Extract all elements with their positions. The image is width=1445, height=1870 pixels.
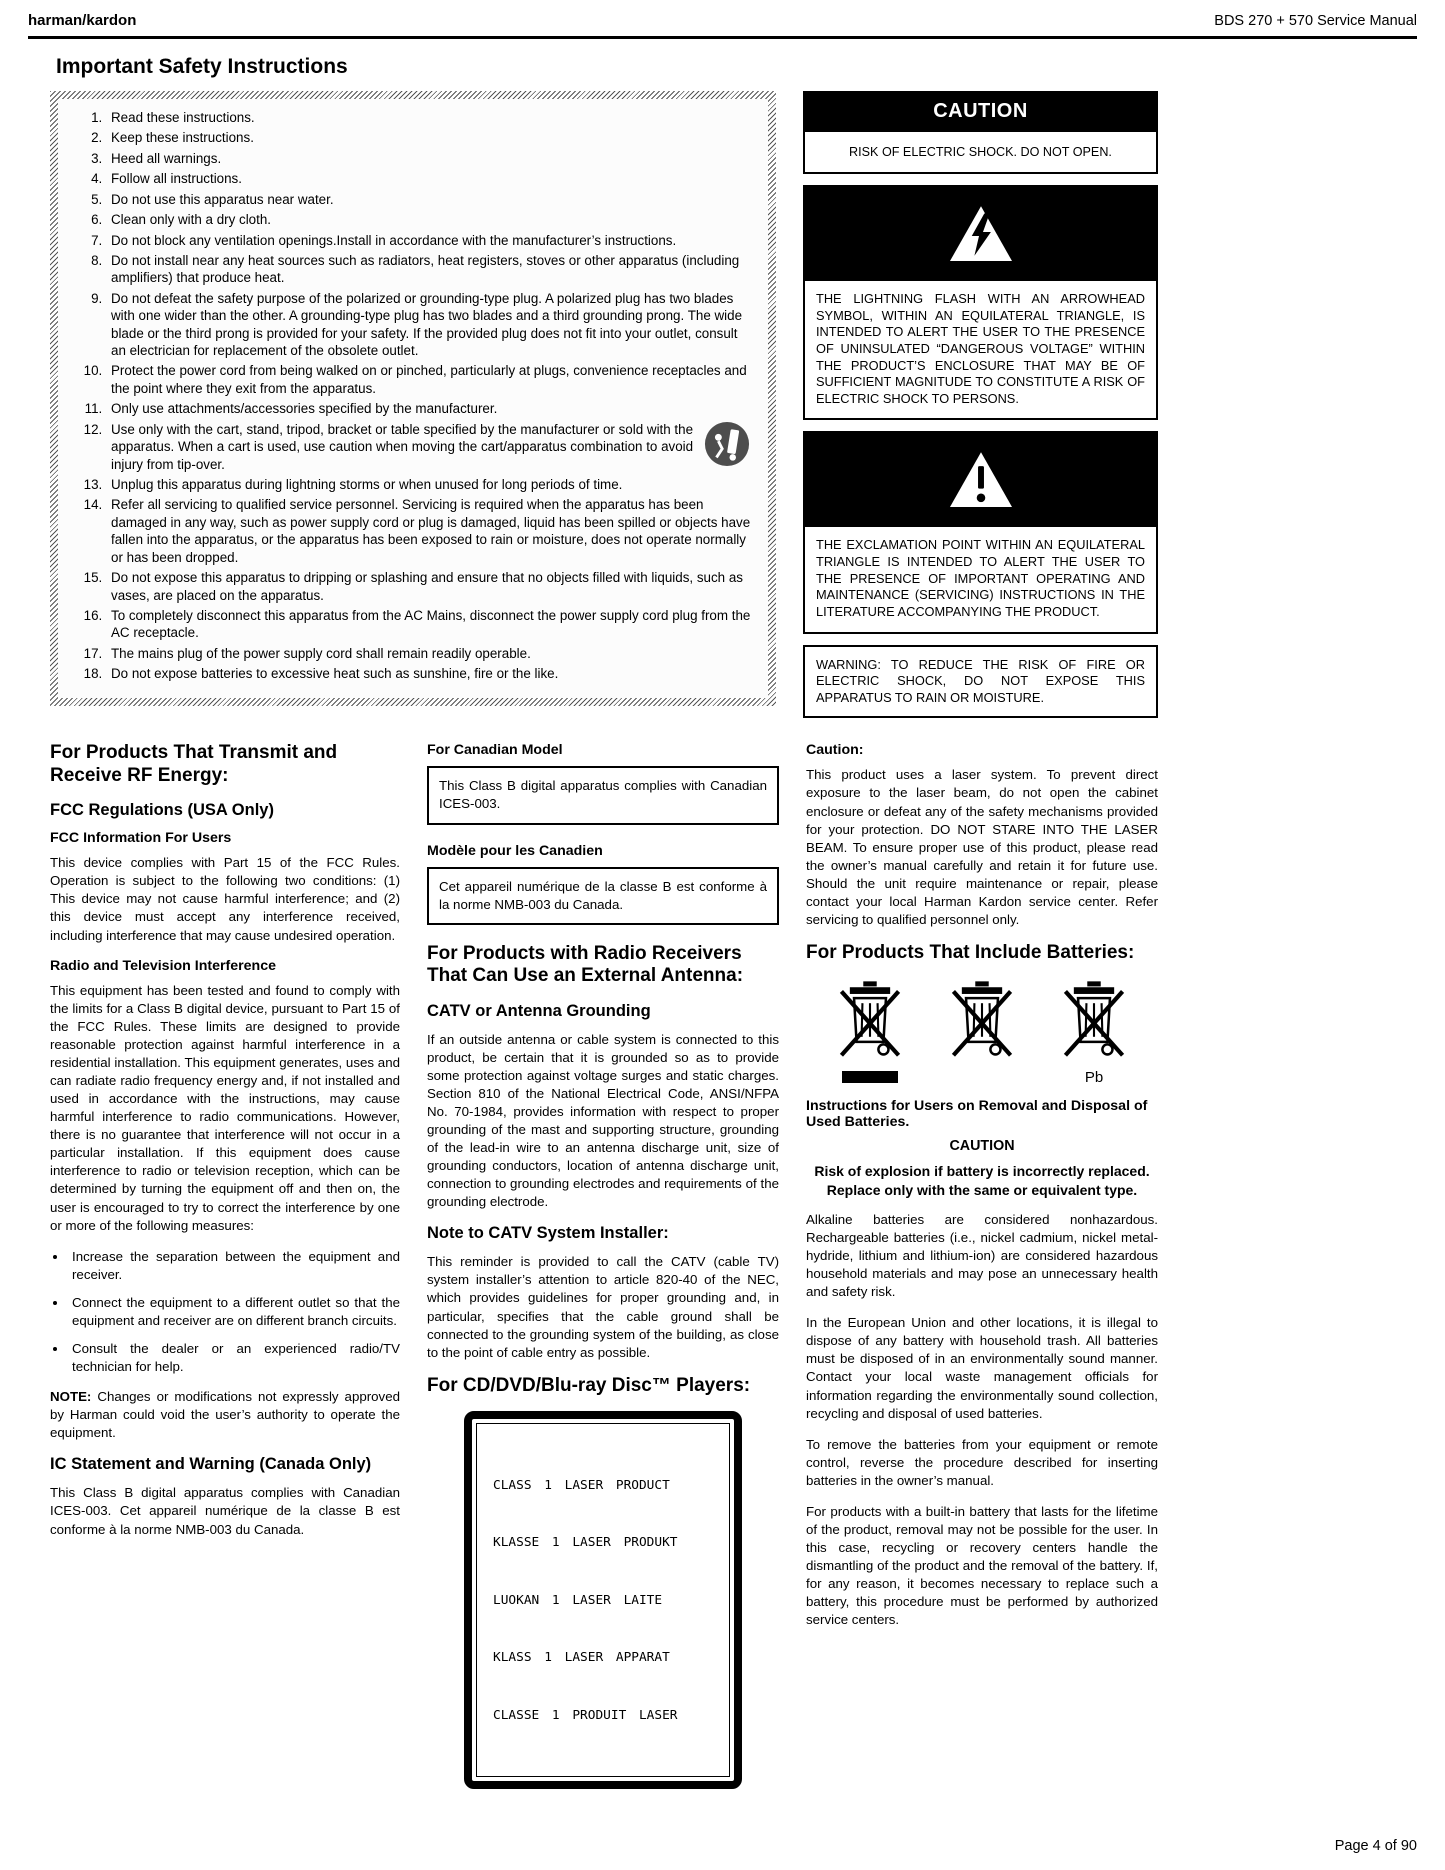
battery-paragraph-4: For products with a built-in battery that lasts for the lifetime of the product, removal may not be possible for the user. In this case, recycling or recovery centers handle the dismantling of the product and the removal of the battery. If, for any reason, it becomes necessary to replace such a battery, this procedure must be performed by authorized service centers. bbox=[806, 1503, 1158, 1628]
safety-item: 3. Heed all warnings. bbox=[106, 150, 752, 167]
safety-item: 7. Do not block any ventilation openings.Install in accordance with the manufacturer’s instructions. bbox=[106, 232, 752, 249]
lightning-description: THE LIGHTNING FLASH WITH AN ARROWHEAD SYMBOL, WITHIN AN EQUILATERAL TRIANGLE, IS INTENDED TO ALERT THE USER TO THE PRESENCE OF UNINSULATED “DANGEROUS VOLTAGE” WITHIN THE PRODUCT’S ENCLOSURE THAT MAY BE OF SUFFICIENT MAGNITUDE TO CONSTITUTE A RISK OF ELECTRIC SHOCK TO PERSONS. bbox=[816, 291, 1145, 406]
risk-of-shock-text: RISK OF ELECTRIC SHOCK. DO NOT OPEN. bbox=[805, 130, 1156, 172]
column-rf-energy bbox=[50, 742, 400, 1789]
ic-statement-heading: IC Statement and Warning (Canada Only) bbox=[50, 1455, 372, 1474]
laser-line: CLASS 1 LASER PRODUCT bbox=[493, 1477, 670, 1493]
canadian-model-box: This Class B digital apparatus complies with Canadian ICES-003. bbox=[427, 766, 779, 824]
columns bbox=[50, 742, 1158, 1789]
laser-line: CLASSE 1 PRODUIT LASER bbox=[493, 1707, 678, 1723]
column-laser-batteries bbox=[806, 742, 1158, 1789]
caution-title: CAUTION bbox=[805, 93, 1156, 130]
measure-item: • Consult the dealer or an experienced radio/TV technician for help. bbox=[68, 1340, 400, 1376]
safety-item: 8. Do not install near any heat sources such as radiators, heat registers, stoves or other apparatus (including amplifiers) that produce heat. bbox=[106, 252, 752, 287]
battery-disposal-icons bbox=[806, 978, 1158, 1086]
battery-bin-3 bbox=[1051, 978, 1137, 1086]
caution-header-box bbox=[803, 91, 1158, 174]
fcc-regulations-heading: FCC Regulations (USA Only) bbox=[50, 801, 274, 820]
crossed-bin-icon bbox=[942, 978, 1022, 1067]
radio-tv-heading: Radio and Television Interference bbox=[50, 957, 277, 974]
radio-tv-paragraph: This equipment has been tested and found to comply with the limits for a Class B digital device, pursuant to Part 15 of the FCC Rules. These limits are designed to provide reasonable protection against harmful interference in a residential installation. This equipment generates, uses and can radiate radio frequency energy and, if not installed and used in accordance with the instructions, may cause harmful interference to radio communications. However, there is no guarantee that interference will not occur in a particular installation. If this equipment does cause interference to radio or television reception, which can be determined by turning the equipment off and then on, the user is encouraged to try to correct the interference by one or more of the following measures: bbox=[50, 982, 400, 1233]
safety-item: 11. Only use attachments/accessories specified by the manufacturer. bbox=[106, 400, 752, 417]
safety-item: 1. Read these instructions. bbox=[106, 109, 752, 126]
laser-line: KLASSE 1 LASER PRODUKT bbox=[493, 1535, 678, 1551]
safety-item: 16. To completely disconnect this apparatus from the AC Mains, disconnect the power supply cord plug from the AC receptacle. bbox=[106, 607, 752, 642]
battery-instructions-heading: Instructions for Users on Removal and Disposal of Used Batteries. bbox=[806, 1098, 1148, 1131]
measure-item: • Increase the separation between the equipment and receiver. bbox=[68, 1248, 400, 1284]
safety-item: 13. Unplug this apparatus during lightning storms or when unused for long periods of time. bbox=[106, 476, 752, 493]
safety-item: 18. Do not expose batteries to excessive heat such as sunshine, fire or the like. bbox=[106, 665, 752, 682]
battery-paragraph-1: Alkaline batteries are considered nonhazardous. Rechargeable batteries (i.e., nickel cadmium, nickel metal-hydride, lithium and lithium-ion) are considered hazardous household materials and may pose an unnecessary health and safety risk. bbox=[806, 1211, 1158, 1300]
laser-caution-heading: Caution: bbox=[806, 742, 864, 759]
crossed-bin-icon bbox=[1054, 978, 1134, 1067]
battery-risk-text: Risk of explosion if battery is incorrectly replaced. Replace only with the same or equivalent type. bbox=[814, 1163, 1150, 1198]
safety-item: 5. Do not use this apparatus near water. bbox=[106, 191, 752, 208]
safety-item: 9. Do not defeat the safety purpose of the polarized or grounding-type plug. A polarized plug has two blades with one wider than the other. A grounding-type plug has two blades and a third grounding prong. The wide blade or the third prong is provided for your safety. If the provided plug does not fit into your outlet, consult an electrician for replacement of the obsolete outlet. bbox=[106, 290, 752, 360]
crossed-bin-icon bbox=[830, 978, 910, 1067]
external-antenna-heading: For Products with Radio Receivers That Can Use an External Antenna: bbox=[427, 942, 744, 987]
page-header bbox=[28, 12, 1417, 39]
safety-item: 2. Keep these instructions. bbox=[106, 129, 752, 146]
safety-item: 4. Follow all instructions. bbox=[106, 170, 752, 187]
modele-canadien-box: Cet appareil numérique de la classe B est conforme à la norme NMB-003 du Canada. bbox=[427, 867, 779, 925]
exclamation-triangle-icon bbox=[805, 433, 1156, 527]
lightning-warning-box bbox=[803, 185, 1158, 420]
battery-caution-label: CAUTION bbox=[949, 1138, 1015, 1155]
laser-label-text bbox=[476, 1423, 730, 1777]
battery-paragraph-3: To remove the batteries from your equipment or remote control, reverse the procedure described for inserting batteries in the owner’s manual. bbox=[806, 1436, 1158, 1488]
canadian-model-heading: For Canadian Model bbox=[427, 742, 563, 759]
catv-installer-paragraph: This reminder is provided to call the CATV (cable TV) system installer’s attention to article 820-40 of the NEC, which provides guidelines for proper grounding and, in particular, specifies that the cable ground shall be connected to the grounding system of the building, as close to the point of cable entry as possible. bbox=[427, 1254, 779, 1360]
cart-tipover-icon bbox=[704, 421, 750, 467]
note-label: NOTE: bbox=[50, 1389, 92, 1405]
manual-title: BDS 270 + 570 Service Manual bbox=[1214, 13, 1417, 29]
catv-grounding-heading: CATV or Antenna Grounding bbox=[427, 1001, 651, 1020]
note-text: Changes or modifications not expressly approved by Harman could void the user’s authority to operate the equipment. bbox=[50, 1389, 400, 1441]
laser-caution-paragraph: This product uses a laser system. To prevent direct exposure to the laser beam, do not open the cabinet enclosure or defeat any of the safety mechanisms provided for your protection. DO NOT STARE INTO THE LASER BEAM. To ensure proper use of this product, please read the owner’s manual carefully and retain it for future use. Should the unit require maintenance or repair, please contact your local Harman Kardon service center. Refer servicing to qualified personnel only. bbox=[806, 767, 1158, 927]
interference-measures-list bbox=[68, 1248, 400, 1376]
note-paragraph bbox=[50, 1388, 400, 1442]
safety-item: 17. The mains plug of the power supply cord shall remain readily operable. bbox=[106, 645, 752, 662]
lightning-triangle-icon bbox=[805, 187, 1156, 281]
safety-item: 15. Do not expose this apparatus to dripping or splashing and ensure that no objects filled with liquids, such as vases, are placed on the apparatus. bbox=[106, 569, 752, 604]
laser-label-box bbox=[464, 1411, 742, 1789]
column-canadian-antenna bbox=[427, 742, 779, 1789]
safety-item bbox=[106, 421, 752, 473]
battery-bin-2 bbox=[939, 978, 1025, 1086]
disc-players-heading: For CD/DVD/Blu-ray Disc™ Players: bbox=[427, 1374, 751, 1396]
safety-item: 10. Protect the power cord from being walked on or pinched, particularly at plugs, convenience receptacles and the point where they exit from the apparatus. bbox=[106, 362, 752, 397]
rf-energy-heading: For Products That Transmit and Receive RF Energy: bbox=[50, 742, 338, 786]
battery-bin-1 bbox=[827, 978, 913, 1086]
safety-instructions-box bbox=[50, 91, 776, 706]
modele-canadien-heading: Modèle pour les Canadien bbox=[427, 842, 603, 859]
page-title: Important Safety Instructions bbox=[56, 55, 348, 78]
moisture-warning-text: WARNING: TO REDUCE THE RISK OF FIRE OR ELECTRIC SHOCK, DO NOT EXPOSE THIS APPARATUS TO RAIN OR MOISTURE. bbox=[803, 645, 1158, 719]
catv-installer-heading: Note to CATV System Installer: bbox=[427, 1224, 669, 1243]
measure-item: • Connect the equipment to a different outlet so that the equipment and receiver are on different branch circuits. bbox=[68, 1294, 400, 1330]
exclamation-description: THE EXCLAMATION POINT WITHIN AN EQUILATERAL TRIANGLE IS INTENDED TO ALERT THE USER TO THE PRESENCE OF IMPORTANT OPERATING AND MAINTENANCE (SERVICING) INSTRUCTIONS IN THE LITERATURE ACCOMPANYING THE PRODUCT. bbox=[816, 537, 1145, 619]
exclamation-warning-box bbox=[803, 431, 1158, 633]
pb-label: Pb bbox=[1084, 1069, 1104, 1087]
safety-list bbox=[106, 109, 752, 683]
fcc-paragraph: This device complies with Part 15 of the FCC Rules. Operation is subject to the following two conditions: (1) This device may not cause harmful interference; and (2) this device must accept any interference received, including interference that may cause undesired operation. bbox=[50, 855, 400, 943]
caution-panel bbox=[803, 91, 1158, 718]
batteries-heading: For Products That Include Batteries: bbox=[806, 942, 1135, 964]
safety-instructions-inner bbox=[58, 99, 768, 698]
page-content bbox=[50, 55, 1158, 1789]
bin-underline-bar bbox=[842, 1071, 898, 1083]
laser-line: LUOKAN 1 LASER LAITE bbox=[493, 1592, 663, 1608]
top-row bbox=[50, 91, 1158, 718]
safety-item: 6. Clean only with a dry cloth. bbox=[106, 211, 752, 228]
safety-item-text: Use only with the cart, stand, tripod, bracket or table specified by the manufacturer or sold with the apparatus. When a cart is used, use caution when moving the cart/apparatus combination to avoid injury from tip-over. bbox=[111, 421, 694, 472]
catv-grounding-paragraph: If an outside antenna or cable system is connected to this product, be certain that it is grounded so as to provide some protection against voltage surges and static charges. Section 810 of the National Electrical Code, ANSI/NFPA No. 70-1984, provides information with respect to proper grounding of the mast and supporting structure, grounding of the lead-in wire to an antenna discharge unit, size of grounding conductors, location of antenna discharge unit, connection to grounding electrodes and requirements of the grounding electrode. bbox=[427, 1031, 779, 1210]
page-number: Page 4 of 90 bbox=[1334, 1838, 1417, 1854]
laser-line: KLASS 1 LASER APPARAT bbox=[493, 1650, 670, 1666]
ic-statement-paragraph: This Class B digital apparatus complies with Canadian ICES-003. Cet appareil numérique de la classe B est conforme à la norme NMB-003 du Canada. bbox=[50, 1485, 400, 1537]
fcc-info-heading: FCC Information For Users bbox=[50, 830, 232, 847]
brand-logo: harman/kardon bbox=[28, 12, 137, 29]
battery-paragraph-2: In the European Union and other locations, it is illegal to dispose of any battery with household trash. All batteries must be disposed of in an environmentally sound manner. Contact your local waste management officials for information regarding the environmentally sound collection, recycling and disposal of used batteries. bbox=[806, 1315, 1158, 1421]
safety-item: 14. Refer all servicing to qualified service personnel. Servicing is required when the apparatus has been damaged in any way, such as power supply cord or plug is damaged, liquid has been spilled or objects have fallen into the apparatus, or the apparatus has been exposed to rain or moisture, does not operate normally or has been dropped. bbox=[106, 496, 752, 566]
